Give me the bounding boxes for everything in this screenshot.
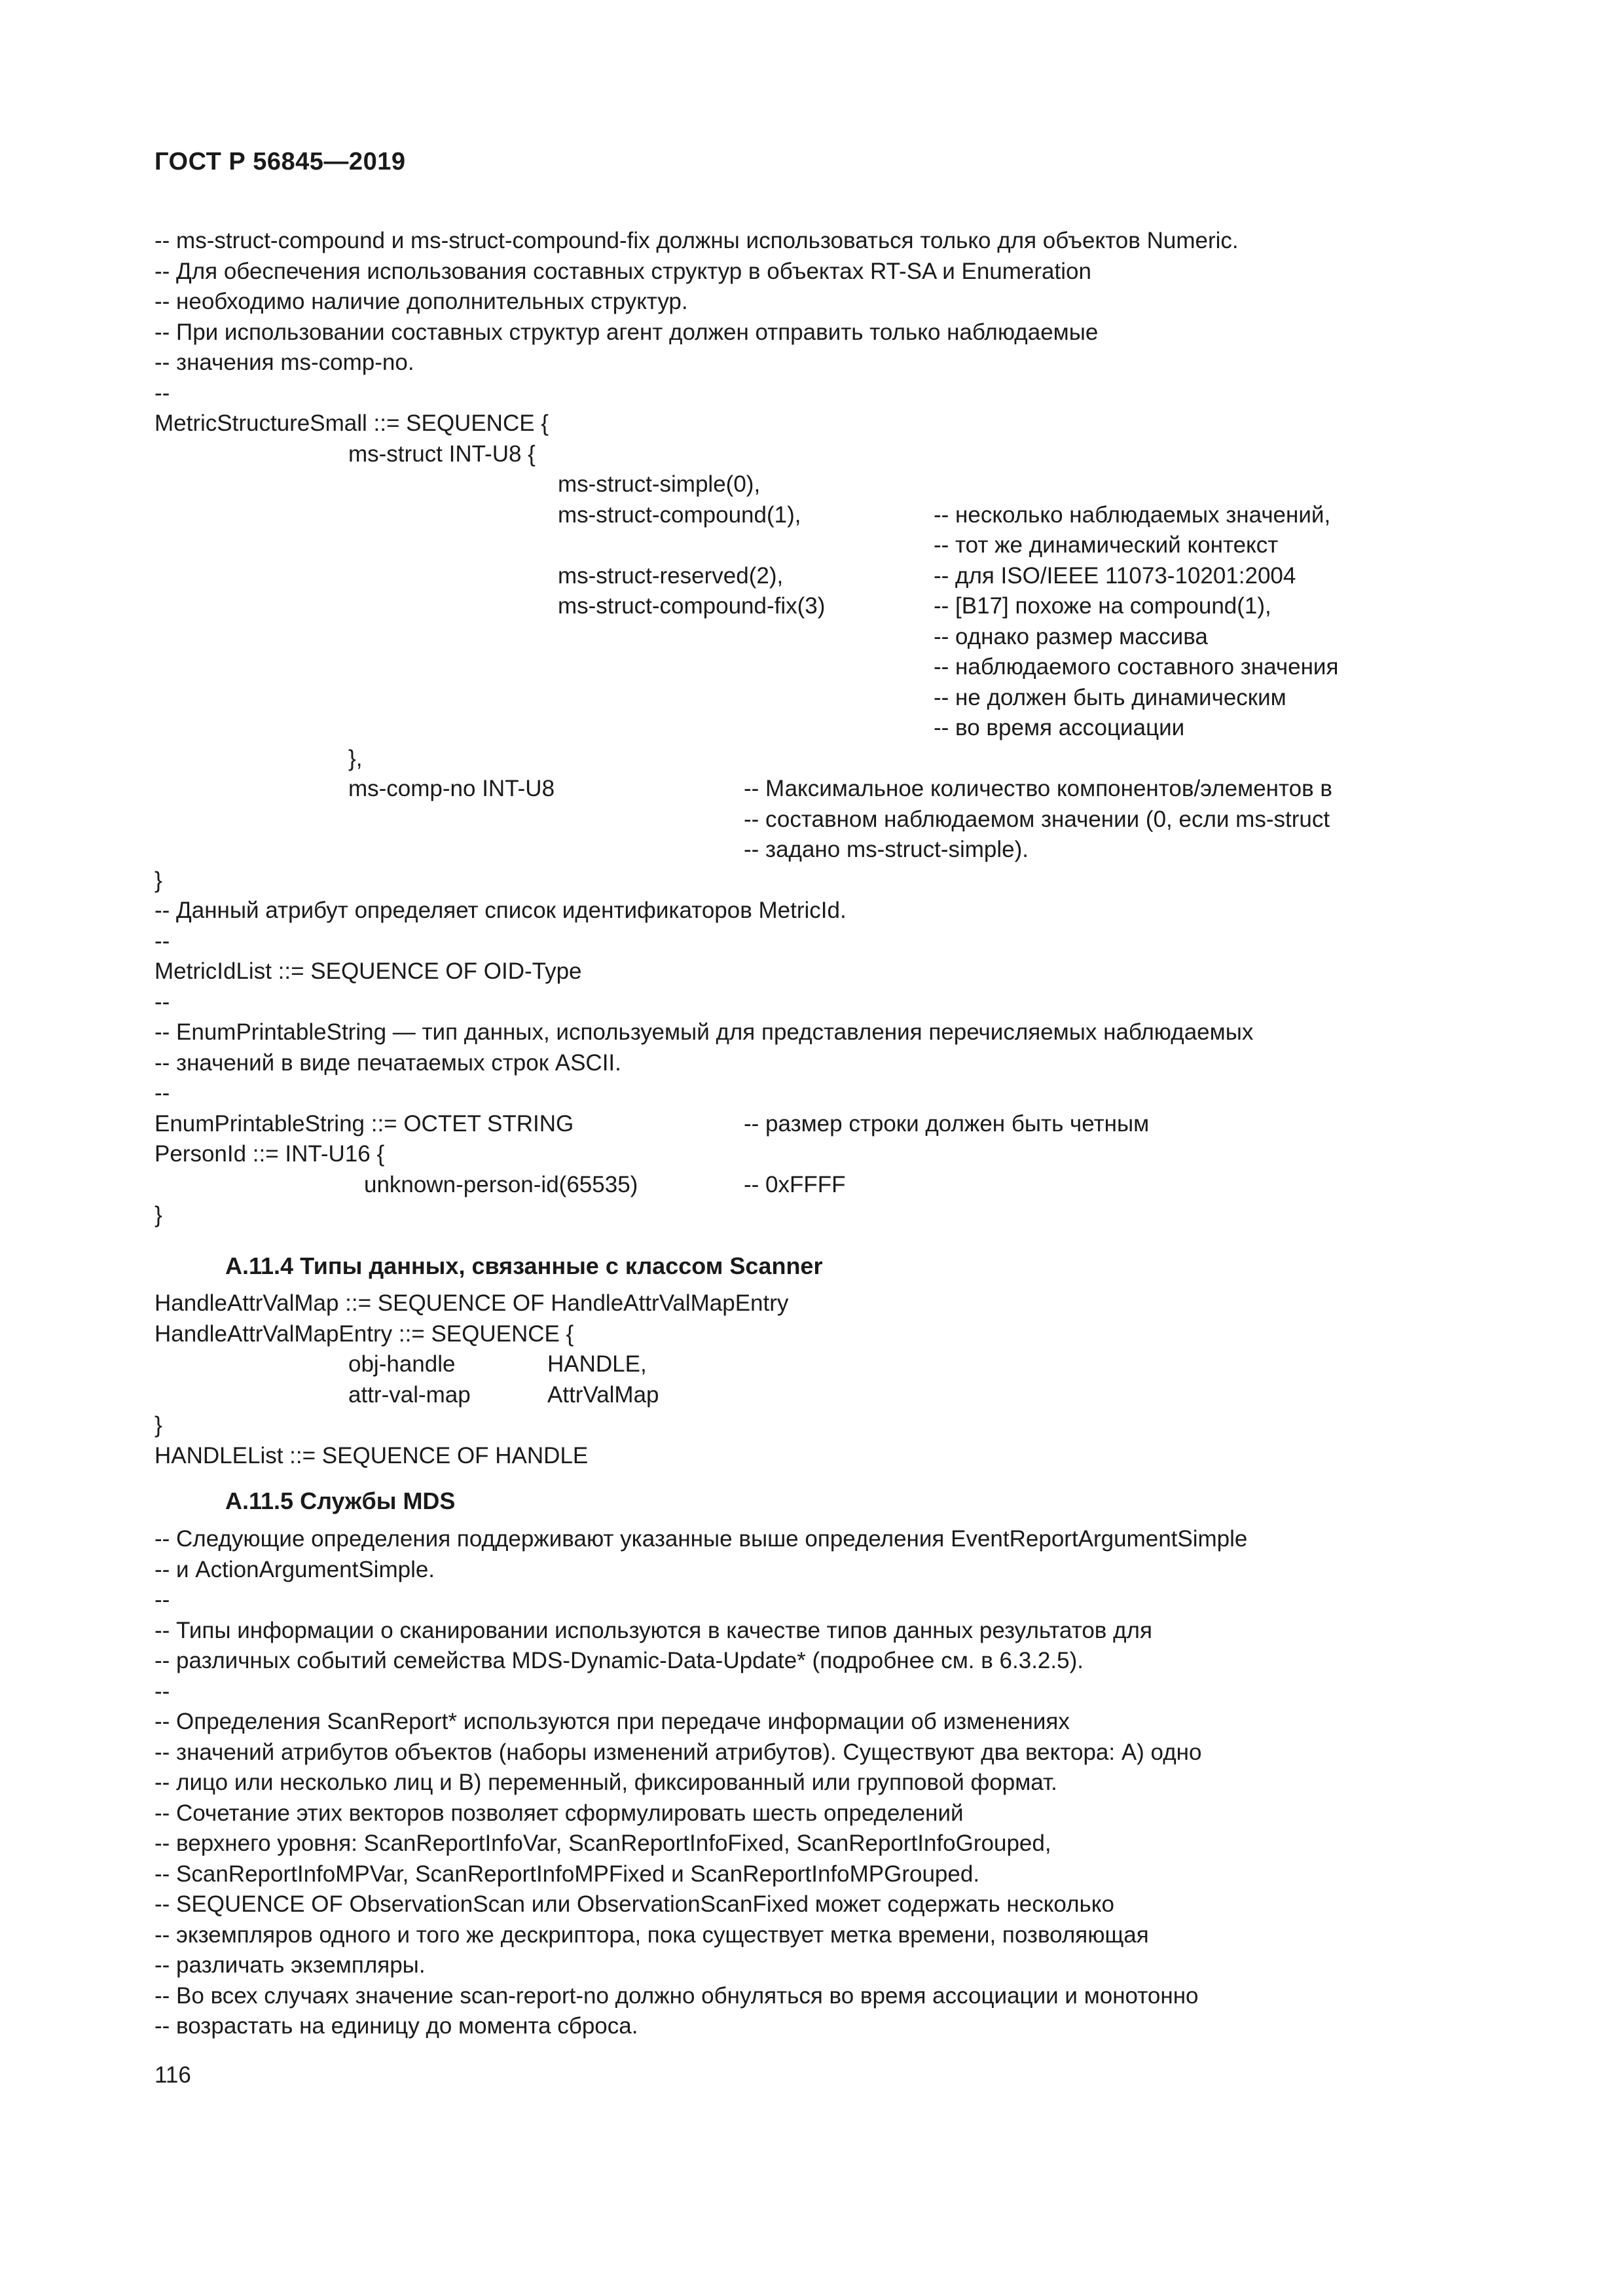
document-title: ГОСТ Р 56845—2019 <box>155 148 406 175</box>
section-heading-a115: A.11.5 Службы MDS <box>225 1487 456 1514</box>
section-heading-a114: A.11.4 Типы данных, связанные с классом Scanner <box>225 1252 823 1279</box>
page-number: 116 <box>155 2062 191 2088</box>
document-page: ГОСТ Р 56845—2019 -- ms-struct-compound и ms-struct-compound-fix должны использоваться только для объектов Numeric. -- Для обеспечения использования составных структур в объектах RT-SA и Enumeration -- необходимо наличие дополнительных структур. -- При использовании составных структур агент должен отправить только наблюдаемые -- значения ms-comp-no. -- MetricStructureSmall ::= SEQUENCE { ms-struct INT-U8 { ms-struct-simple(0), ms-struct-compound(1), -- несколько наблюдаемых значений, -- тот же динамический контекст ms-struct-reserved(2), -- для ISO/IEEE 11073-10201:2004 ms-struct-compound-fix(3) -- [B17] похоже на compound(1), -- однако размер массива -- наблюдаемого составного значения -- не должен быть динамическим -- во время ассоциации }, ms-comp-no INT-U8 -- Максимальное количество компонентов/элементов в -- составном наблюдаемом значении (0, если ms-struct -- задано ms-struct-simple). } -- Данный атрибут определяет список идентификаторов MetricId. -- MetricIdList ::= SEQUENCE OF OID-Type -- -- EnumPrintableString — тип данных, используемый для представления перечисляемых наблюдаемых -- значений в виде печатаемых строк ASCII. -- EnumPrintableString ::= OCTET STRING -- размер строки должен быть четным PersonId ::= INT-U16 { unknown-person-id(65535) -- 0xFFFF } A.11.4 Типы данных, связанные с классом Scanner HandleAttrValMap ::= SEQUENCE OF HandleAttrValMapEntry HandleAttrValMapEntry ::= SEQUENCE { obj-handle HANDLE, attr-val-map AttrValMap } HANDLEList ::= SEQUENCE OF HANDLE A.11.5 Службы MDS -- Следующие определения поддерживают указанные выше определения EventReportArgumentSimple -- и ActionArgumentSimple. -- -- Типы информации о сканировании используются в качестве типов данных результатов для -- различных событий семейства MDS-Dynamic-Data-Update* (подробнее см. в 6.3.2.5). -- -- Определения ScanReport* используются при передаче информации об изменениях -- значений атрибутов объектов (наборы изменений атрибутов). Существуют два вектора: А) одно -- лицо или несколько лиц и В) переменный, фиксированный или групповой формат. -- Сочетание этих векторов позволяет сформулировать шесть определений -- верхнего уровня: ScanReportInfoVar, ScanReportInfoFixed, ScanReportInfoGrouped, -- ScanReportInfoMPVar, ScanReportInfoMPFixed и ScanReportInfoMPGrouped. -- SEQUENCE OF ObservationScan или ObservationScanFixed может содержать несколько -- экземпляров одного и того же дескриптора, пока существует метка времени, позволяющая -- различать экземпляры. -- Во всех случаях значение scan-report-no должно обнуляться во время ассоциации и монотонно -- возрастать на единицу до момента сброса. 116 <box>155 148 1339 2088</box>
